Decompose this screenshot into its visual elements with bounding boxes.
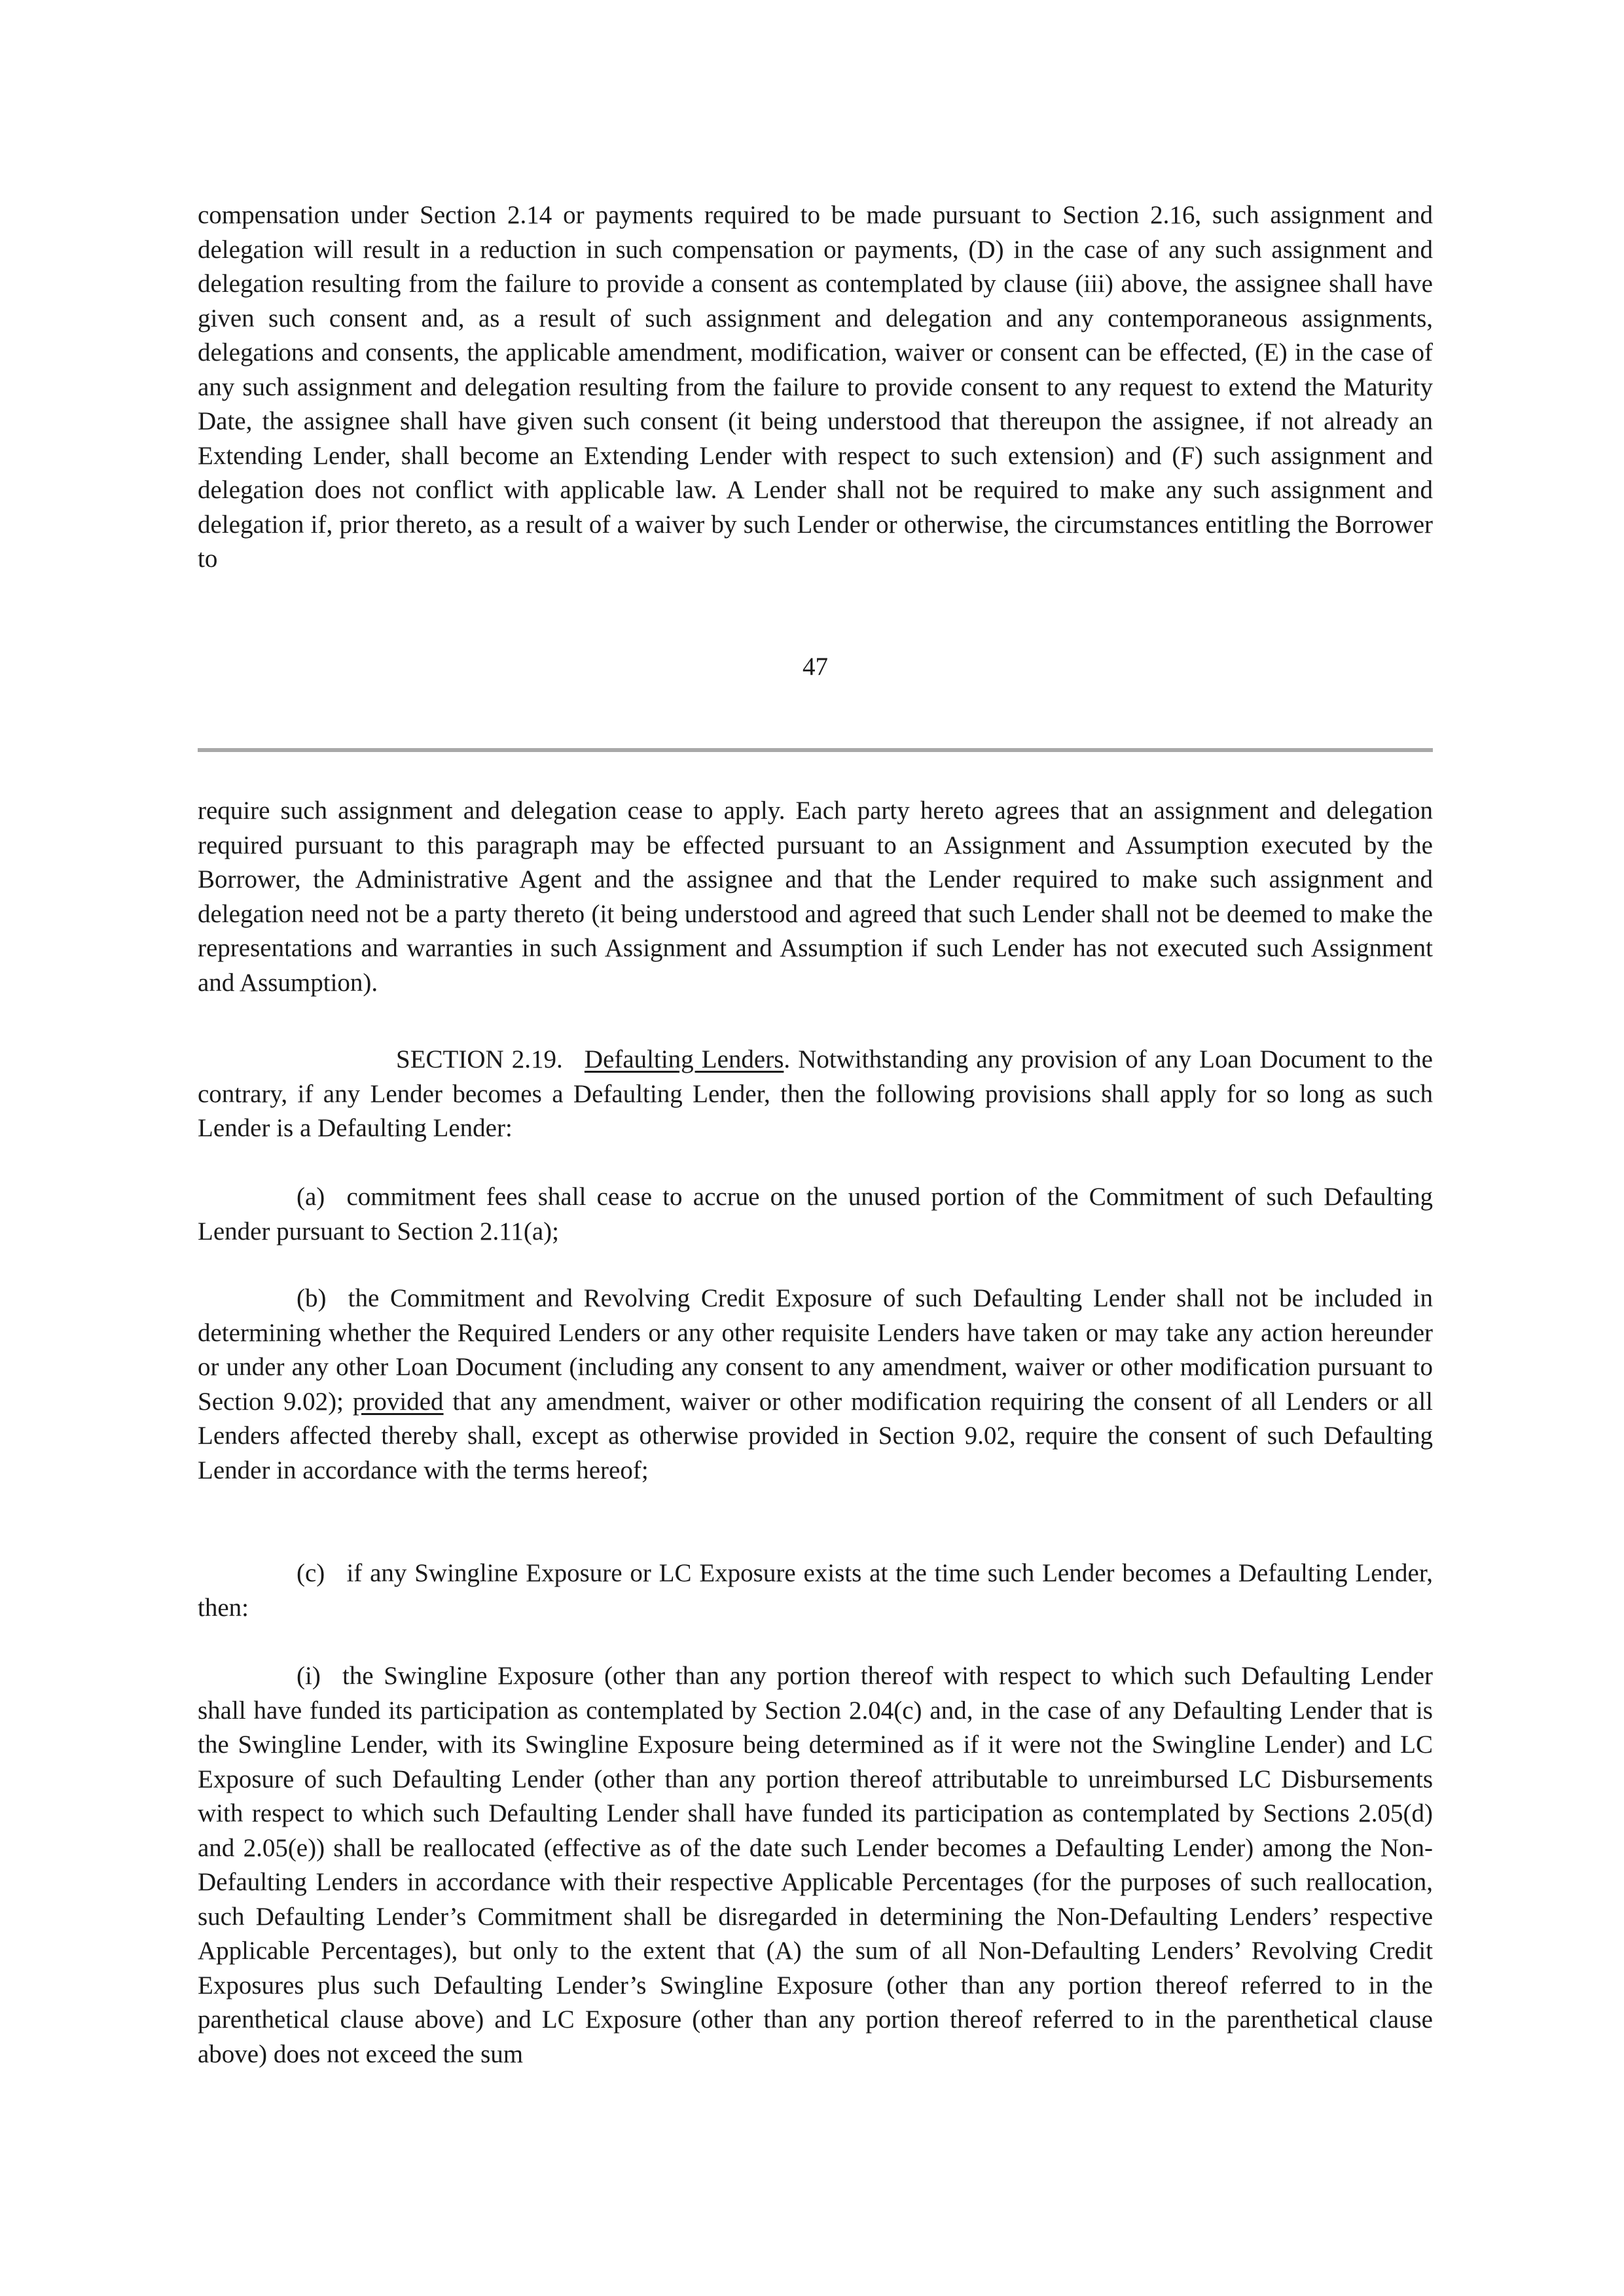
section-title: Defaulting Lenders <box>584 1045 784 1073</box>
page-break-divider <box>198 748 1433 752</box>
continuation-paragraph: require such assignment and delegation cease to apply. Each party hereto agrees that an assignment and delegation required pursuant to this paragraph may be effected pursuant to an Assignment and Assumption executed by the Borrower, the Administrative Agent and the assignee and that the Lender required to make such assignment and delegation need not be a party thereto (it being understood and agreed that such Lender shall not be deemed to make the representations and warranties in such Assignment and Assumption if such Lender has not executed such Assignment and Assumption). <box>198 797 1433 997</box>
item-b-provided: provided <box>352 1387 444 1416</box>
section-number: SECTION 2.19. <box>396 1045 563 1073</box>
item-c <box>198 1556 1433 1625</box>
item-b-text-before: the Commitment and Revolving Credit Exposure of such Defaulting Lender shall not be included in determining whether the Required Lenders or any other requisite Lenders have taken or may take any action hereunder or under any other Loan Document (including any consent to any amendment, waiver or other modification pursuant to Section 9.02); <box>198 1284 1433 1416</box>
page-number: 47 <box>803 653 828 681</box>
item-b-block <box>198 1282 1433 1488</box>
item-a-text: commitment fees shall cease to accrue on the unused portion of the Commitment of such Defaulting Lender pursuant to Section 2.11(a); <box>198 1183 1433 1246</box>
item-b-text-after: that any amendment, waiver or other modification requiring the consent of all Lenders or all Lenders affected thereby shall, except as otherwise provided in Section 9.02, require the consent of such Defaulting Lender in accordance with the terms hereof; <box>198 1387 1433 1484</box>
item-c-i-block <box>198 1659 1433 2072</box>
item-c-i-text: the Swingline Exposure (other than any portion thereof with respect to which such Defaulting Lender shall have funded its participation as contemplated by Section 2.04(c) and, in the case of any Defaulting Lender that is the Swingline Lender, with its Swingline Exposure being determined as if it were not the Swingline Lender) and LC Exposure of such Defaulting Lender (other than any portion thereof attributable to unreimbursed LC Disbursements with respect to which such Defaulting Lender shall have funded its participation as contemplated by Sections 2.05(d) and 2.05(e)) shall be reallocated (effective as of the date such Lender becomes a Defaulting Lender) among the Non-Defaulting Lenders in accordance with their respective Applicable Percentages (for the purposes of such reallocation, such Defaulting Lender’s Commitment shall be disregarded in determining the Non-Defaulting Lenders’ respective Applicable Percentages), but only to the extent that (A) the sum of all Non-Defaulting Lenders’ Revolving Credit Exposures plus such Defaulting Lender’s Swingline Exposure (other than any portion thereof referred to in the parenthetical clause above) and LC Exposure (other than any portion thereof referred to in the parenthetical clause above) does not exceed the sum <box>198 1662 1433 2068</box>
continuation-paragraph-block <box>198 794 1433 1000</box>
item-b-label: (b) <box>297 1284 327 1312</box>
top-paragraph: compensation under Section 2.14 or payments required to be made pursuant to Section 2.16, such assignment and delegation will result in a reduction in such compensation or payments, (D) in the case of any such assignment and delegation resulting from the failure to provide a consent as contemplated by clause (iii) above, the assignee shall have given such consent and, as a result of such assignment and delegation and any contemporaneous assignments, delegations and consents, the applicable amendment, modification, waiver or consent can be effected, (E) in the case of any such assignment and delegation resulting from the failure to provide consent to any request to extend the Maturity Date, the assignee shall have given such consent (it being understood that thereupon the assignee, if not already an Extending Lender, shall become an Extending Lender with respect to such extension) and (F) such assignment and delegation does not conflict with applicable law. A Lender shall not be required to make any such assignment and delegation if, prior thereto, as a result of a waiver by such Lender or otherwise, the circumstances entitling the Borrower to <box>198 201 1433 573</box>
section-paragraph <box>198 1043 1433 1146</box>
item-c-i <box>198 1659 1433 2072</box>
item-a <box>198 1180 1433 1249</box>
top-paragraph-block <box>198 198 1433 577</box>
section-title-period: . <box>784 1045 791 1073</box>
section-2-19-block <box>198 1043 1433 1146</box>
item-c-label: (c) <box>297 1559 325 1587</box>
item-a-label: (a) <box>297 1183 325 1211</box>
item-c-block <box>198 1556 1433 1625</box>
section-body: Notwithstanding any provision of any Loan Document to the contrary, if any Lender becomes a Defaulting Lender, then the following provisions shall apply for so long as such Lender is a Defaulting Lender: <box>198 1045 1433 1142</box>
item-c-text: if any Swingline Exposure or LC Exposure exists at the time such Lender becomes a Defaulting Lender, then: <box>198 1559 1433 1622</box>
item-b <box>198 1282 1433 1488</box>
item-c-i-label: (i) <box>297 1662 321 1690</box>
item-a-block <box>198 1180 1433 1249</box>
